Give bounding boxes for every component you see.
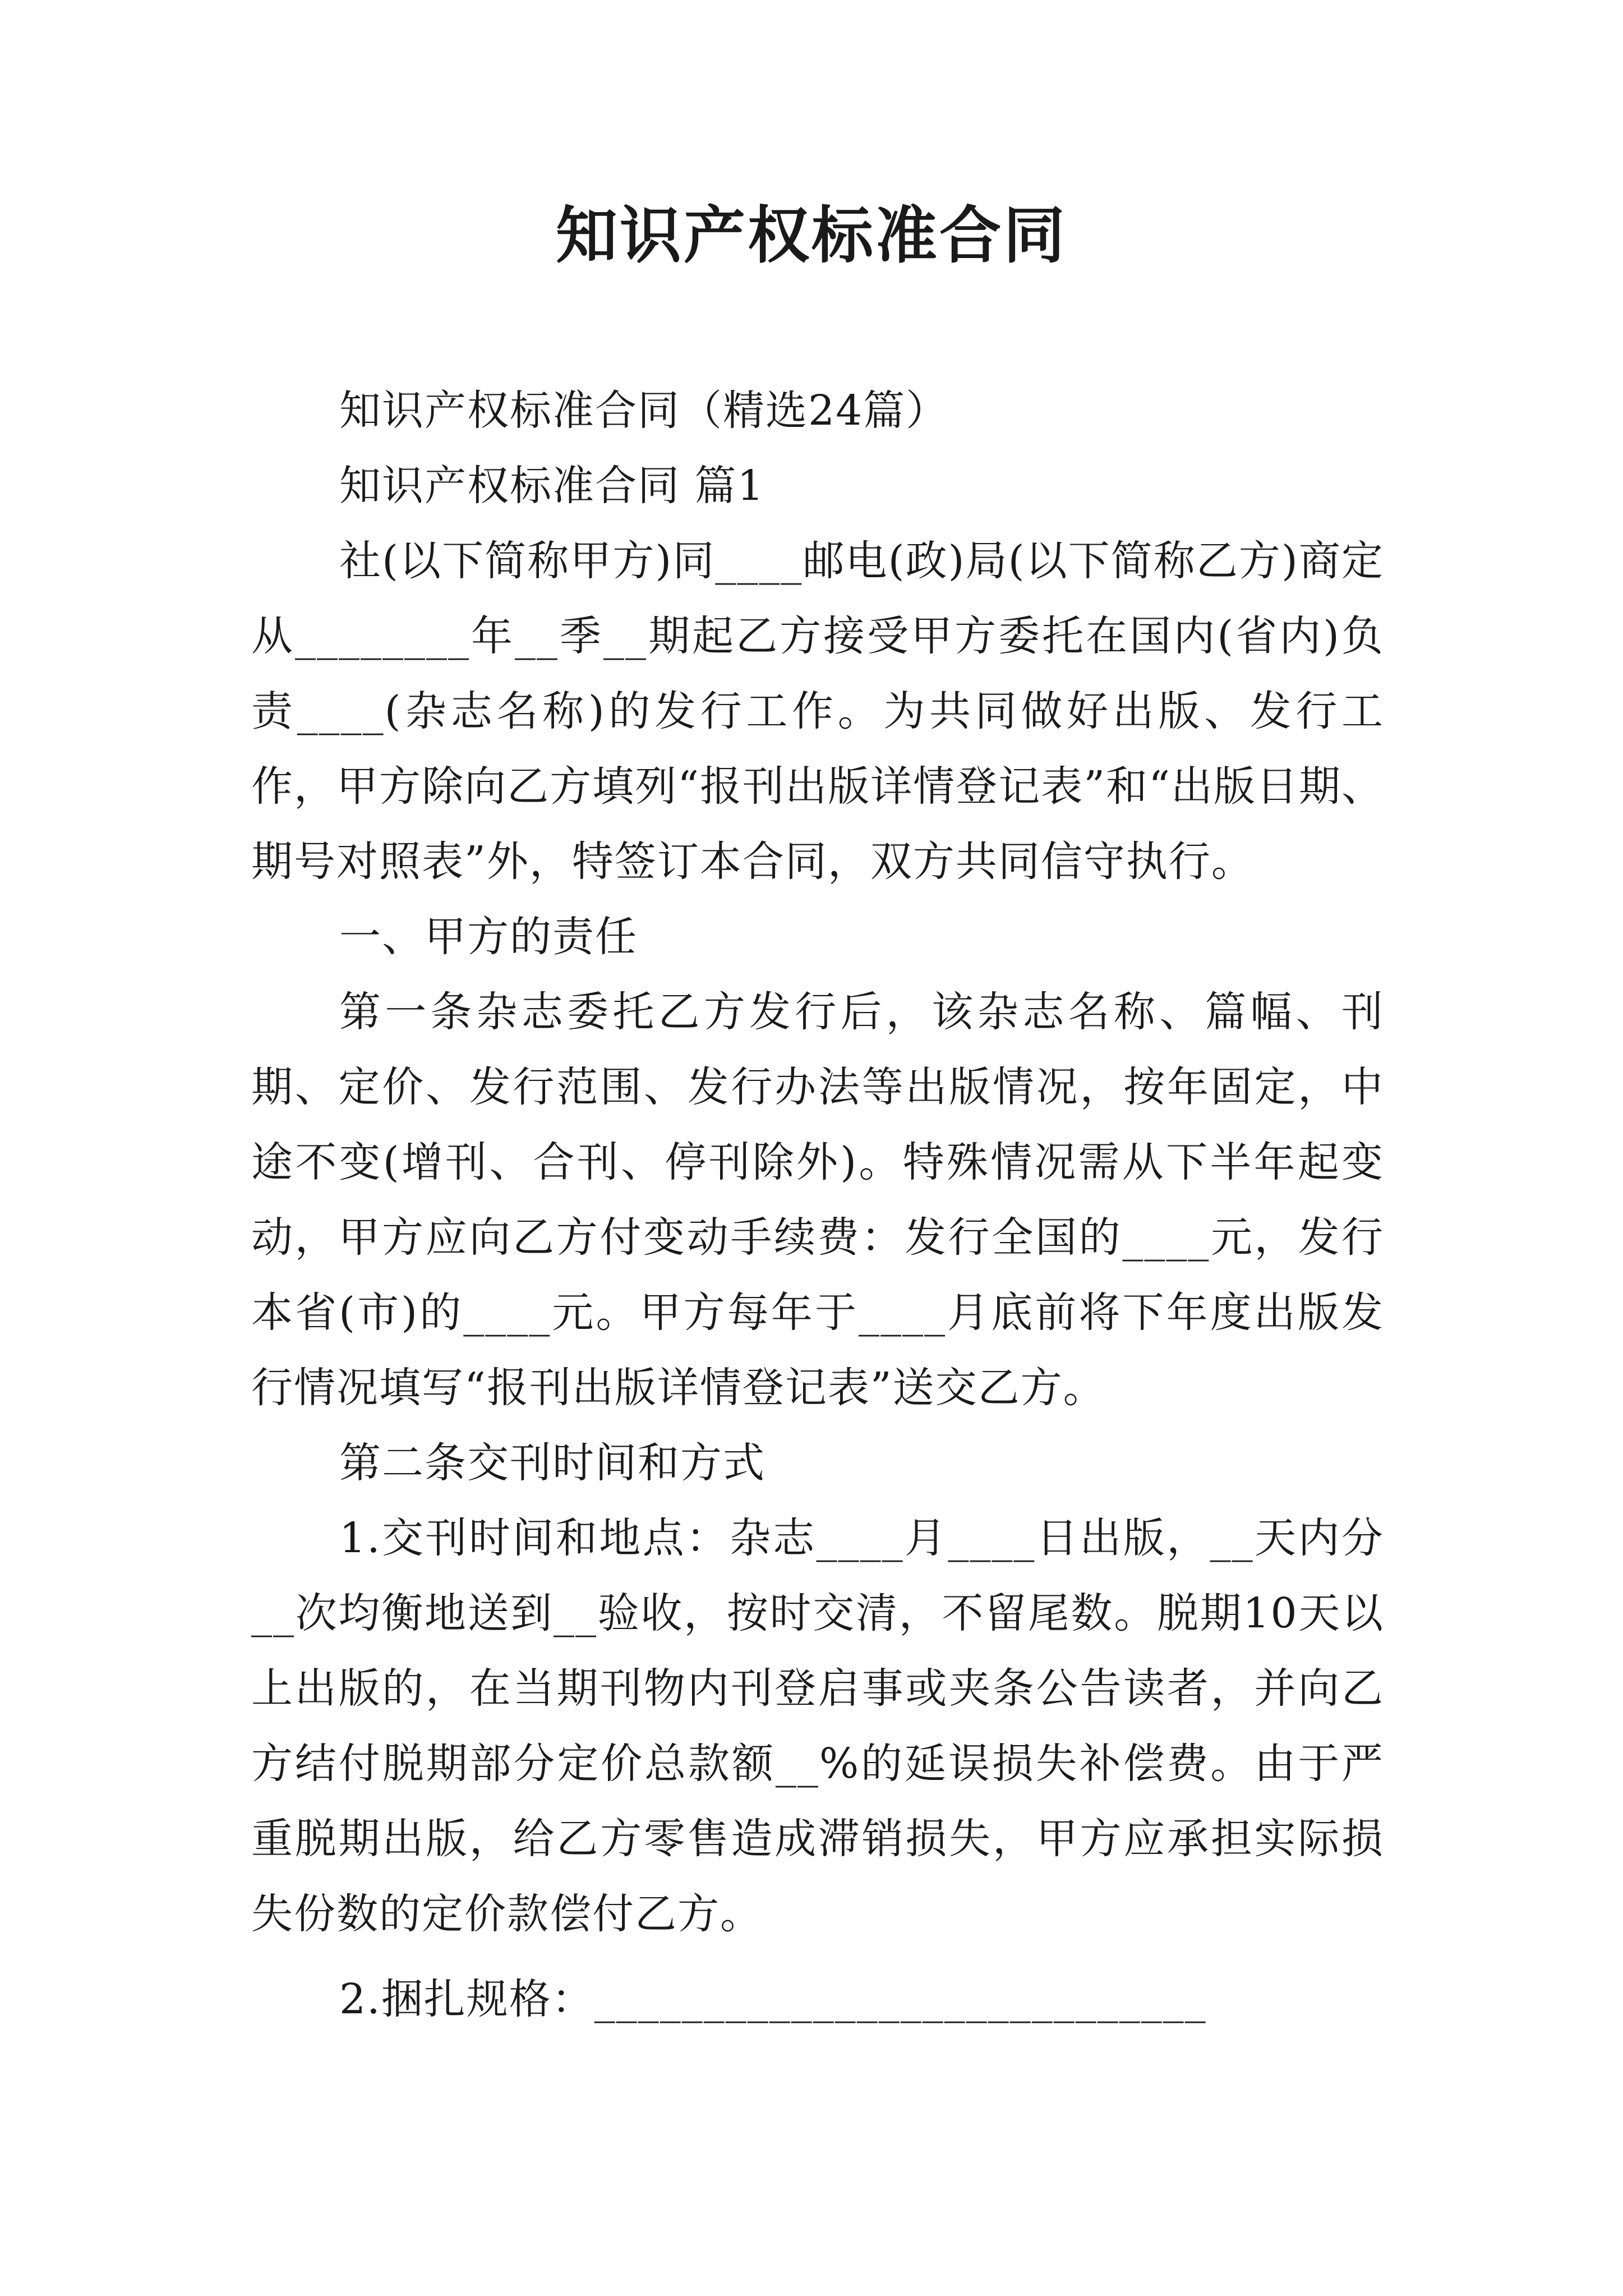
document-title: 知识产权标准合同 <box>556 199 1067 272</box>
paragraph-subtitle: 知识产权标准合同（精选24篇） <box>339 386 949 435</box>
paragraph-article-1: 第一条杂志委托乙方发行后，该杂志名称、篇幅、刊期、定价、发行范围、发行办法等出版情况，按年固定，中途不变(增刊、合刊、停刊除外)。特殊情况需从下半年起变动，甲方应向乙方付变动手续费：发行全国的____元，发行本省(市)的____元。甲方每年于____月底前将下年度出版发行情况填写“报刊出版详情登记表”送交乙方。 <box>251 988 1384 1412</box>
paragraph-party-a-heading: 一、甲方的责任 <box>339 913 638 961</box>
paragraph-article-2-heading: 第二条交刊时间和方式 <box>339 1439 766 1487</box>
paragraph-intro: 社(以下简称甲方)同____邮电(政)局(以下简称乙方)商定从________年__季__期起乙方接受甲方委托在国内(省内)负责____(杂志名称)的发行工作。为共同做好出版、发行工作，甲方除向乙方填列“报刊出版详情登记表”和“出版日期、期号对照表”外，特签订本合同，双方共同信守执行。 <box>251 537 1384 886</box>
paragraph-bundling-spec: 2.捆扎规格：____________________________ <box>339 1975 1207 2023</box>
paragraph-delivery-time: 1.交刊时间和地点：杂志____月____日出版，__天内分__次均衡地送到__验收，按时交清，不留尾数。脱期10天以上出版的，在当期刊物内刊登启事或夹条公告读者，并向乙方结付脱期部分定价总款额__%的延误损失补偿费。由于严重脱期出版，给乙方零售造成滞销损失，甲方应承担实际损失份数的定价款偿付乙方。 <box>251 1514 1384 1938</box>
paragraph-section-heading: 知识产权标准合同 篇1 <box>339 462 765 510</box>
document-body <box>251 373 1384 2037</box>
